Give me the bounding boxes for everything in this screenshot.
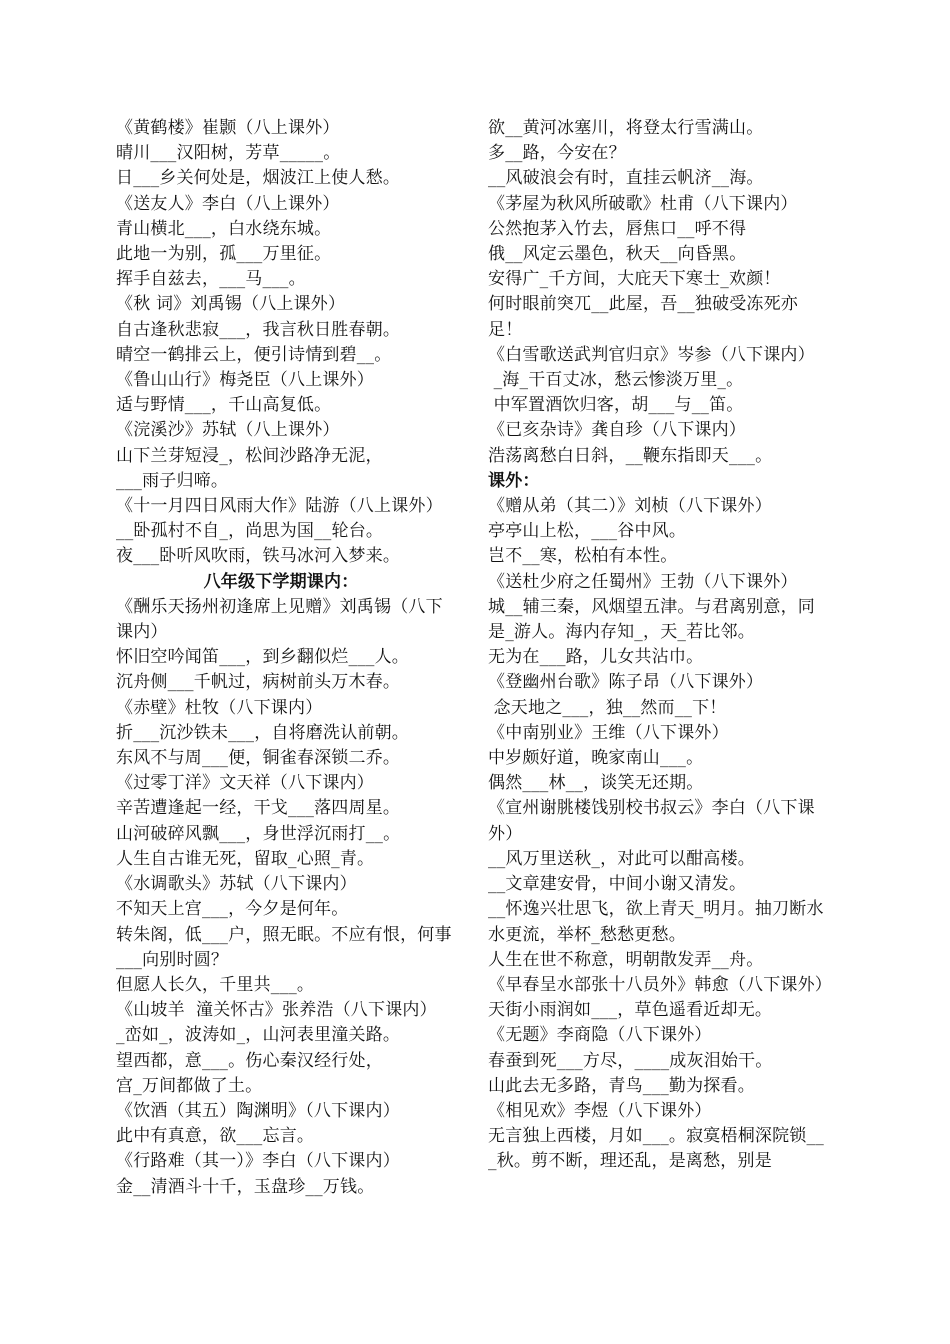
poem-line: 安得广_千方间，大庇天下寒士_欢颜！ xyxy=(488,269,781,290)
poem-line: 夜___卧听风吹雨，铁马冰河入梦来。 xyxy=(116,546,401,567)
poem-line: 偶然___林__，谈笑无还期。 xyxy=(488,773,704,794)
poem-line: 多__路，今安在？ xyxy=(488,143,626,164)
poem-line: 春蚕到死___方尽，____成灰泪始干。 xyxy=(488,1050,773,1071)
poem-line: 晴川___汉阳树，芳草_____。 xyxy=(116,143,341,164)
poem-line: 无言独上西楼，月如___。寂寞梧桐深院锁___秋。剪不断，理还乱，是离愁，别是 xyxy=(488,1126,824,1172)
poem-line: 转朱阁，低___户，照无眠。不应有恨，何事___向别时圆？ xyxy=(116,924,452,970)
poem-line: 何时眼前突兀__此屋，吾__独破受冻死亦足！ xyxy=(488,294,798,340)
poem-line: 沉舟侧___千帆过，病树前头万木春。 xyxy=(116,672,401,693)
poem-line: ___雨子归啼。 xyxy=(116,470,229,491)
poem-line: 不知天上宫___，今夕是何年。 xyxy=(116,899,349,920)
poem-line: 辛苦遭逢起一经，干戈___落四周星。 xyxy=(116,798,401,819)
poem-title: 《已亥杂诗》龚自珍（八下课内） xyxy=(488,420,746,441)
poem-line: 青山横北___，白水绕东城。 xyxy=(116,218,332,239)
poem-title: 《赤壁》杜牧（八下课内） xyxy=(116,697,323,718)
poem-title: 《赠从弟（其二）》刘桢（八下课外） xyxy=(488,496,772,517)
poem-line: 此中有真意，欲___忘言。 xyxy=(116,1126,315,1147)
right-column xyxy=(488,116,832,1175)
poem-line: 晴空一鹤排云上，便引诗情到碧__。 xyxy=(116,344,392,365)
poem-line: 公然抱茅入竹去，唇焦口__呼不得 xyxy=(488,218,747,239)
poem-title: 《秋 词》刘禹锡（八上课外） xyxy=(116,294,346,315)
poem-title: 《黄鹤楼》崔颢（八上课外） xyxy=(116,118,340,138)
poem-line: 怀旧空吟闻笛___，到乡翻似烂___人。 xyxy=(116,647,409,668)
poem-line: 但愿人长久，千里共___。 xyxy=(116,974,315,995)
poem-line: 中军置酒饮归客，胡___与__笛。 xyxy=(488,395,744,416)
poem-title: 《无题》李商隐（八下课外） xyxy=(488,1025,712,1046)
poem-title: 《相见欢》李煜（八下课外） xyxy=(488,1100,712,1121)
poem-title: 《宣州谢朓楼饯别校书叔云》李白（八下课外） xyxy=(488,798,815,844)
poem-line: 岂不__寒，松柏有本性。 xyxy=(488,546,678,567)
poem-title: 《山坡羊 潼关怀古》张养浩（八下课内） xyxy=(116,1000,437,1021)
poem-title: 《鲁山山行》梅尧臣（八上课外） xyxy=(116,370,374,391)
poem-title: 《水调歌头》苏轼（八下课内） xyxy=(116,874,357,895)
poem-line: __文章建安骨，中间小谢又清发。 xyxy=(488,874,747,895)
section-heading: 八年级下学期课内： xyxy=(203,571,359,592)
poem-title: 《酬乐天扬州初逢席上见赠》刘禹锡（八下课内） xyxy=(116,596,443,643)
poem-line: 人生在世不称意，明朝散发弄__舟。 xyxy=(488,949,764,970)
poem-title: 《白雪歌送武判官归京》岑参（八下课内） xyxy=(488,344,815,365)
poem-line: __怀逸兴壮思飞，欲上青天_明月。抽刀断水水更流，举杯_愁愁更愁。 xyxy=(488,899,824,945)
poem-line: 山河破碎风飘___，身世浮沉雨打__。 xyxy=(116,823,401,844)
poem-line: __卧孤村不自_，尚思为国__轮台。 xyxy=(116,521,384,542)
poem-title: 《茅屋为秋风所破歌》杜甫（八下课内） xyxy=(488,193,798,214)
poem-line: 适与野情___，千山高复低。 xyxy=(116,395,332,416)
poem-line: __风万里送秋_，对此可以酣高楼。 xyxy=(488,848,755,869)
poem-line: 金__清酒斗十千，玉盘珍__万钱。 xyxy=(116,1176,375,1197)
poem-line: 浩荡离愁白日斜，__鞭东指即天___。 xyxy=(488,445,773,466)
poem-line: 东风不与周___便，铜雀春深锁二乔。 xyxy=(116,748,401,769)
poem-line: 亭亭山上松，___谷中风。 xyxy=(488,521,687,542)
poem-title: 《浣溪沙》苏轼（八上课外） xyxy=(116,420,340,441)
poem-line: 日___乡关何处是，烟波江上使人愁。 xyxy=(116,168,401,189)
poem-title: 《十一月四日风雨大作》陆游（八上课外） xyxy=(116,496,443,517)
poem-title: 《过零丁洋》文天祥（八下课内） xyxy=(116,773,374,794)
poem-line: 自古逢秋悲寂___，我言秋日胜春朝。 xyxy=(116,319,401,340)
poem-line: 欲__黄河冰塞川，将登太行雪满山。 xyxy=(488,118,764,138)
poem-line: 城__辅三秦，风烟望五津。与君离别意，同是_游人。海内存知_，天_若比邻。 xyxy=(488,596,815,643)
poem-line: __风破浪会有时，直挂云帆济__海。 xyxy=(488,168,764,189)
left-column xyxy=(116,116,456,1200)
poem-line: 念天地之___，独__然而__下！ xyxy=(488,697,727,718)
poem-title: 《送杜少府之任蜀州》王勃（八下课外） xyxy=(488,571,798,592)
poem-line: _海_干百丈冰，愁云惨淡万里_。 xyxy=(488,370,744,391)
poem-title: 《饮酒（其五）陶渊明》（八下课内） xyxy=(116,1100,400,1121)
poem-line: 挥手自兹去，___马___。 xyxy=(116,269,306,290)
poem-line: 此地一为别，孤___万里征。 xyxy=(116,244,332,265)
poem-line: _峦如_，波涛如_，山河表里潼关路。 xyxy=(116,1025,401,1046)
poem-line: 中岁颇好道，晚家南山___。 xyxy=(488,748,704,769)
poem-line: 折___沉沙铁未___，自将磨洗认前朝。 xyxy=(116,722,409,743)
poem-line: 无为在___路，儿女共沾巾。 xyxy=(488,647,704,668)
poem-line: 望西都，意___。伤心秦汉经行处， xyxy=(116,1050,383,1071)
poem-title: 《行路难（其一）》李白（八下课内） xyxy=(116,1151,400,1172)
poem-line: 人生自古谁无死，留取_心照_青。 xyxy=(116,848,375,869)
poem-title: 《送友人》李白（八上课外） xyxy=(116,193,340,214)
section-heading: 课外： xyxy=(488,470,540,491)
poem-line: 俄__风定云墨色，秋天__向昏黑。 xyxy=(488,244,747,265)
poem-line: 天街小雨润如___，草色遥看近却无。 xyxy=(488,1000,773,1021)
poem-line: 山此去无多路，青鸟___勤为探看。 xyxy=(488,1075,755,1096)
poem-line: 山下兰芽短浸_，松间沙路净无泥， xyxy=(116,445,383,466)
poem-title: 《中南别业》王维（八下课外） xyxy=(488,722,729,743)
poem-title: 《登幽州台歌》陈子昂（八下课外） xyxy=(488,672,764,693)
poem-line: 宫_万间都做了土。 xyxy=(116,1075,263,1096)
poem-title: 《早春呈水部张十八员外》韩愈（八下课外） xyxy=(488,974,832,995)
